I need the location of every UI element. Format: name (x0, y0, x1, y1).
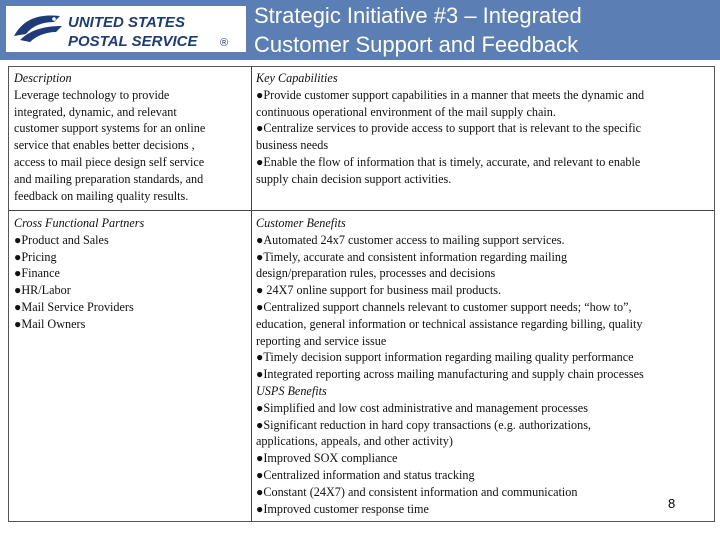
usps-benefits-heading: USPS Benefits (256, 383, 327, 398)
benefits-cell (256, 215, 711, 517)
logo-line2: POSTAL SERVICE (68, 33, 198, 50)
description-line: customer support systems for an online (14, 121, 206, 136)
partner-item: ●Mail Service Providers (14, 299, 134, 314)
usps-benefit-line: applications, appeals, and other activity) (256, 434, 453, 449)
capabilities-heading: Key Capabilities (256, 71, 338, 85)
partner-item: ●Finance (14, 266, 60, 281)
eagle-icon (12, 14, 62, 44)
capabilities-line: ●Centralize services to provide access to support that is relevant to the specific (256, 121, 642, 136)
benefit-line: ● 24X7 online support for business mail products. (256, 283, 501, 298)
description-cell (14, 70, 246, 204)
capabilities-line: supply chain decision support activities. (256, 171, 452, 186)
page-number: 8 (668, 496, 676, 511)
slide-header (0, 0, 720, 60)
benefit-line: ●Centralized support channels relevant to customer support needs; “how to”, (256, 299, 632, 314)
benefit-line: education, general information or technical assistance regarding billing, quality (256, 316, 643, 331)
row-divider (9, 210, 714, 211)
content-table (8, 66, 715, 522)
usps-benefit-line: ●Simplified and low cost administrative and management processes (256, 400, 588, 415)
capabilities-line: ●Enable the flow of information that is timely, accurate, and relevant to enable (256, 154, 641, 169)
title-line-2: Customer Support and Feedback (254, 32, 579, 57)
benefit-line: ●Automated 24x7 customer access to mailing support services. (256, 232, 565, 247)
usps-benefit-line: ●Centralized information and status tracking (256, 467, 475, 482)
capabilities-cell (256, 70, 711, 188)
description-line: access to mail piece design self service (14, 154, 205, 169)
description-line: Leverage technology to provide (14, 87, 170, 102)
benefit-line: design/preparation rules, processes and decisions (256, 266, 496, 281)
partners-heading: Cross Functional Partners (14, 216, 145, 230)
capabilities-line: continuous operational environment of the mail supply chain. (256, 104, 556, 119)
description-line: service that enables better decisions , (14, 138, 195, 153)
partner-item: ●Mail Owners (14, 316, 86, 331)
usps-benefit-line: ●Constant (24X7) and consistent information and communication (256, 484, 578, 499)
registered-mark: ® (220, 37, 229, 49)
usps-benefit-line: ●Improved SOX compliance (256, 451, 398, 466)
benefit-line: reporting and service issue (256, 333, 387, 348)
slide-title (254, 1, 714, 59)
usps-benefit-line: ●Significant reduction in hard copy transactions (e.g. authorizations, (256, 417, 591, 432)
customer-benefits-heading: Customer Benefits (256, 216, 346, 230)
description-line: integrated, dynamic, and relevant (14, 104, 177, 119)
description-heading: Description (14, 71, 72, 85)
partner-item: ●Pricing (14, 249, 57, 264)
capabilities-line: ●Provide customer support capabilities in a manner that meets the dynamic and (256, 87, 645, 102)
title-line-1: Strategic Initiative #3 – Integrated (254, 3, 582, 28)
benefit-line: ●Integrated reporting across mailing manufacturing and supply chain processes (256, 367, 644, 382)
benefit-line: ●Timely decision support information regarding mailing quality performance (256, 350, 634, 365)
capabilities-line: business needs (256, 138, 329, 153)
description-line: and mailing preparation standards, and (14, 171, 204, 186)
partners-cell (14, 215, 246, 333)
column-divider (251, 67, 252, 521)
description-line: feedback on mailing quality results. (14, 188, 189, 203)
usps-benefit-line: ●Improved customer response time (256, 501, 429, 516)
benefit-line: ●Timely, accurate and consistent information regarding mailing (256, 249, 568, 264)
usps-logo (6, 6, 246, 52)
logo-line1: UNITED STATES (68, 14, 185, 31)
partner-item: ●HR/Labor (14, 283, 71, 298)
partner-item: ●Product and Sales (14, 232, 109, 247)
